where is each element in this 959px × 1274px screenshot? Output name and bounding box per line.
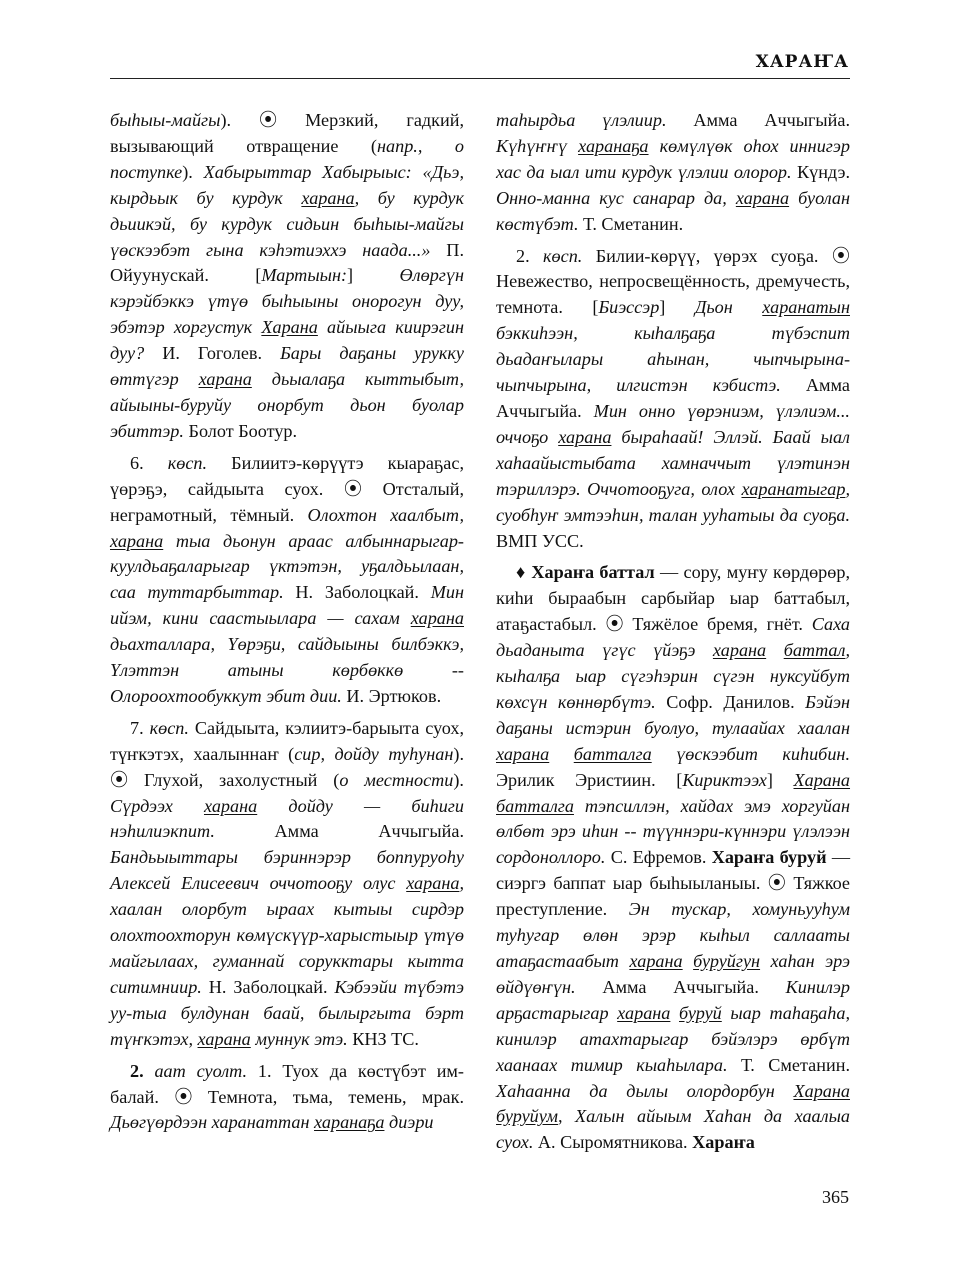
entry-paragraph: 2. көсп. Билии-көрүү, үөрэх суоҕа. ⦿ Невежество, непросвещённость, дремучесть, темнота. [Биэссэр] Дьон харанатын бэккиhээн, кыhалҕаҕа түбэспит дьадаҥылары аhынан, чыпчырына-чыпчырына, илгистэн кэбистэ. Амма Аччыгыйа. Мин онно үөрэниэм, үлэлиэм... оччоҕо харана быраhаай! Эллэй. Баай ыал хаhаайыстыбата хамначчыт үлэтинэн тэриллэрэ. Оччотооҕуга, олох харанатыгар, суобhуҥ эмтээhин, талан ууhатыы да суоҕа. ВМП УСС.	[496, 245, 851, 551]
left-column	[110, 108, 464, 1136]
entry-paragraph: 2. аат суолт. 1. Туох да көстүбэт им-балай. ⦿ Темнота, тьма, темень, мрак. Дьөгүөрдээн харанаттан харанаҕа диэри	[110, 1060, 464, 1133]
header-rule	[110, 78, 850, 79]
entry-paragraph: ♦ Хараҥа баттал — сору, муҥу көрдөрөр, киhи быраабын сарбыйар ыар баттабыл, атаҕастабыл. ⦿ Тяжёлое бремя, гнёт. Саха дьаданыта үгүс үйэҕэ харана баттал, кыhалҕа ыар сүгэhэрин сүгэн нуксуйбут көхсүн көннөрбүтэ. Софр. Данилов. Бэйэн даҕаны истэрин буолуо, тулаайах хаалан харана батталга үөскээбит киhибин. Эрилик Эристиин. [Кириктээх] Харана батталга тэпсиллэн, хайдах эмэ хоргуйан өлбөт эрэ иhин -- түүннэри-күннэри үлэлээн сордоноллоро. С. Ефремов. Хараҥа буруй — сиэргэ баппат ыар быhыыланыы. ⦿ Тяжкое преступление. Эн тускар, хомуньууhум туhугар өлөн эрэр кыhыл саллааты атаҕастаабыт харана буруйгун хаhан эрэ өйдүөҥүн. Амма Аччыгыйа. Кинилэр арҕастарыгар харана буруй ыар таhаҕаhа, кинилэр атахтарыгар бэйэлэрэ өрбүт хаанаах тимир кыаhылара. Т. Сметанин. Хаhаанна да дылы олордорбун Харана буруйум, Халын айыым Хаhан да хаалыа суох. А. Сыромятникова. Хараҥа	[496, 562, 851, 1153]
entry-paragraph: 6. көсп. Билиитэ-көрүүтэ кыараҕас, үөрэҕэ, сайдыыта суох. ⦿ Отсталый, неграмотный, тёмный. Олохтон хаалбыт, харана тыа дьонун араас албыннарыгар-куулдьаҕаларыгар үктэтэн, уҕалдьылаан, саа туттарбыттар. Н. Заболоцкай. Мин ийэм, кини саастыылара — сахам харана дьахталлара, Үөрэҕи, сайдыыны билбэккэ, Үлэттэн атыны көрбөккө -- Олороохтообуккут эбит дии. И. Эртюков.	[110, 452, 464, 706]
page-number: 365	[822, 1187, 849, 1207]
entry-paragraph: 7. көсп. Сайдыыта, кэлиитэ-барыыта суох, түҥкэтэх, хаалыннаҥ (сир, дойду туhунан). ⦿ Глухой, захолустный (о местности). Сүрдээх харана дойду — биhиги нэhилиэкпит. Амма Аччыгыйа. Бандьыыттары бэриннэрэр боппуруоhу Алексей Елисеевич оччотооҕу олус харана, хаалан олорбут ыраах кытыы сирдэр олохтоохторун көмүскүүр-харыстыыр үтүө майгылаах, гуманнай сорукктары кытта ситимниир. Н. Заболоцкай. Кэбээйи түбэтэ уу-тыа булдунан баай, былыргыта бэрт түҥкэтэх, харана муннук этэ. КНЗ ТС.	[110, 717, 464, 1049]
right-column	[496, 108, 850, 1156]
entry-paragraph: таhырдьа үлэлиир. Амма Аччыгыйа. Күhүҥҥү харанаҕа көмүлүөк оhох иннигэр хас да ыал ити курдук үлэлии олорор. Күндэ. Онно-манна кус санарар да, харана буолан көстүбэт. Т. Сметанин.	[496, 110, 851, 234]
entry-paragraph: быhыы-майгы). ⦿ Мерзкий, гадкий, вызывающий отвращение (напр., о поступке). Хабырыттар Хабырыыс: «Дьэ, кырдьык бу курдук харана, бу курдук дьиикэй, бу курдук сидьин быhыы-майгы үөскээбэт гына кэhэтиэххэ наада...» П. Ойуунускай. [Мартыын:] Өлөргүн кэрэйбэккэ үтүө быhыыны онорогун дуу, эбэтэр хоргустук Харана айыыга киирэгин дуу? И. Гоголев. Бары даҕаны урукку өттүгэр харана дьыалаҕа кыттыбыт, айыыны-буруйу онорбут дьон буолар эбиттэр. Болот Боотур.	[110, 110, 465, 441]
running-title: ХАРАҤА	[755, 52, 849, 72]
